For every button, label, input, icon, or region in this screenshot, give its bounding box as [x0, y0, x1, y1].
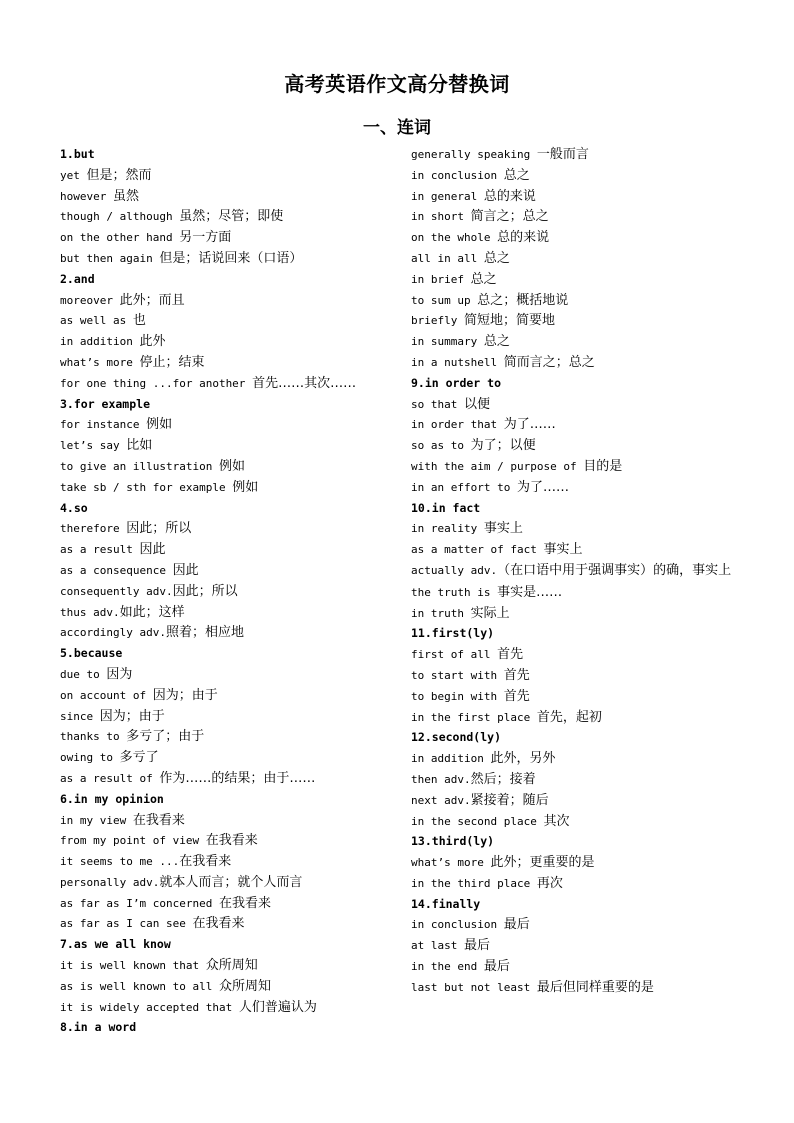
group-heading-text: 12.second(ly) [411, 730, 502, 745]
right-column [411, 144, 741, 998]
entry-chinese: 其次 [543, 813, 570, 829]
entry-chinese: 众所周知 [218, 978, 271, 994]
vocab-entry [60, 768, 400, 789]
group-heading-text: 1.but [60, 147, 95, 161]
entry-english: yet [60, 168, 87, 182]
entry-english: so as to [411, 439, 471, 453]
group-heading [60, 269, 400, 290]
entry-chinese: 也 [132, 313, 146, 329]
entry-chinese: 最后但同样重要的是 [536, 979, 654, 995]
group-heading [411, 894, 741, 915]
vocab-entry [411, 248, 741, 269]
entry-chinese: 例如 [232, 479, 259, 495]
entry-english: in the end [411, 960, 484, 974]
entry-english: last but not least [411, 980, 537, 994]
entry-english: for instance [60, 418, 147, 432]
vocab-entry [411, 769, 741, 790]
entry-chinese: 为了…… [503, 417, 556, 433]
vocab-entry [411, 603, 741, 624]
entry-chinese: 首先 [503, 688, 530, 704]
entry-english: what’s more [60, 355, 140, 369]
entry-chinese: 紧接着；随后 [470, 792, 549, 808]
entry-chinese: 就本人而言；就个人而言 [159, 874, 303, 890]
entry-english: on the whole [411, 231, 498, 245]
vocab-entry [60, 186, 400, 207]
vocab-entry [60, 477, 400, 498]
vocab-entry [60, 290, 400, 311]
entry-chinese: 因此 [172, 562, 199, 578]
entry-chinese: 再次 [536, 875, 563, 891]
vocab-entry [60, 227, 400, 248]
vocab-entry [60, 165, 400, 186]
vocab-entry [60, 726, 400, 747]
entry-english: in order that [411, 418, 504, 432]
document-title: 高考英语作文高分替换词 [284, 72, 510, 96]
entry-chinese: 为了…… [516, 479, 569, 495]
entry-english: on the other hand [60, 231, 180, 245]
entry-chinese: 总之 [503, 167, 530, 183]
vocab-entry [60, 602, 400, 623]
entry-chinese: 简而言之；总之 [503, 354, 595, 370]
entry-english: in a nutshell [411, 355, 504, 369]
group-heading-text: 13.third(ly) [411, 834, 495, 849]
entry-english: as a consequence [60, 563, 173, 577]
vocab-entry [411, 665, 741, 686]
entry-english: it is well known that [60, 959, 206, 973]
entry-chinese: 总的来说 [497, 230, 550, 246]
vocab-entry [60, 310, 400, 331]
vocab-entry [411, 310, 741, 331]
entry-chinese: 因此 [139, 542, 166, 558]
vocab-entry [60, 706, 400, 727]
group-heading-text: 4.so [60, 500, 88, 515]
vocab-entry [411, 456, 741, 477]
group-heading [60, 789, 400, 810]
entry-chinese: 因此；所以 [126, 521, 192, 537]
vocab-entry [411, 644, 741, 665]
section-title: 一、连词 [363, 118, 431, 138]
entry-chinese: 例如 [146, 417, 173, 433]
entry-english: as a result of [60, 771, 160, 785]
group-heading [60, 144, 400, 165]
entry-english: to begin with [411, 689, 504, 703]
vocab-entry [411, 811, 741, 832]
vocab-entry [60, 560, 400, 581]
vocab-entry [60, 414, 400, 435]
vocab-entry [411, 186, 741, 207]
vocab-entry [60, 810, 400, 831]
group-heading [411, 623, 741, 644]
entry-chinese: 总之 [483, 334, 510, 350]
entry-english: thanks to [60, 730, 127, 744]
entry-english: moreover [60, 293, 120, 307]
vocab-entry [60, 955, 400, 976]
entry-chinese: 比如 [126, 438, 153, 454]
vocab-entry [411, 686, 741, 707]
entry-chinese: 在我看来 [218, 895, 271, 911]
entry-english: in reality [411, 522, 484, 536]
entry-english: so that [411, 397, 464, 411]
entry-english: in conclusion [411, 918, 504, 932]
entry-chinese: 总之 [470, 271, 497, 287]
entry-chinese: 因为；由于 [99, 708, 165, 724]
entry-chinese: 事实是…… [497, 584, 563, 600]
entry-chinese: 此外；更重要的是 [490, 855, 595, 871]
entry-chinese: 因为 [106, 666, 133, 682]
vocab-entry [411, 352, 741, 373]
group-heading-text: 7.as we all know [60, 937, 171, 952]
group-heading [411, 373, 741, 394]
entry-english: all in all [411, 251, 484, 265]
entry-english: consequently adv. [60, 584, 173, 598]
entry-english: in short [411, 210, 471, 224]
entry-chinese: 首先 [497, 647, 524, 663]
vocab-entry [411, 227, 741, 248]
group-heading-text: 8.in a word [60, 1020, 137, 1035]
vocab-entry [60, 435, 400, 456]
vocab-entry [411, 582, 741, 603]
entry-chinese: （在口语中用于强调事实）的确，事实上 [497, 562, 732, 578]
group-heading [411, 727, 741, 748]
group-heading-text: 14.finally [411, 896, 481, 911]
entry-english: it seems to me ... [60, 855, 180, 869]
entry-english: then adv. [411, 772, 471, 786]
entry-chinese: 一般而言 [536, 147, 589, 162]
group-heading-text: 11.first(ly) [411, 626, 495, 641]
entry-chinese: 首先，起初 [536, 709, 602, 725]
vocab-entry [60, 747, 400, 768]
vocab-entry [411, 790, 741, 811]
group-heading-text: 2.and [60, 271, 95, 286]
vocab-entry [60, 352, 400, 373]
vocab-entry [60, 456, 400, 477]
group-heading [60, 498, 400, 519]
entry-chinese: 作为……的结果；由于…… [159, 770, 316, 786]
vocab-entry [411, 206, 741, 227]
entry-english: in truth [411, 606, 471, 620]
entry-english: as well as [60, 314, 133, 328]
entry-chinese: 在我看来 [205, 833, 258, 849]
vocab-entry [60, 685, 400, 706]
entry-english: as a matter of fact [411, 543, 544, 557]
entry-chinese: 但是；然而 [86, 167, 152, 183]
vocab-entry [411, 977, 741, 998]
entry-chinese: 虽然 [112, 188, 139, 204]
entry-chinese: 总之；概括地说 [477, 292, 569, 308]
entry-english: in addition [411, 752, 491, 766]
entry-english: in an effort to [411, 480, 517, 494]
vocab-entry [411, 539, 741, 560]
entry-chinese: 停止；结束 [139, 354, 205, 370]
entry-english: it is widely accepted that [60, 1000, 239, 1014]
entry-english: personally adv. [60, 875, 160, 889]
entry-chinese: 在我看来 [179, 854, 232, 870]
entry-chinese: 人们普遍认为 [238, 999, 317, 1015]
entry-english: for one thing ...for another [60, 376, 253, 390]
entry-chinese: 例如 [218, 458, 245, 474]
entry-english: in addition [60, 335, 140, 349]
entry-english: from my point of view [60, 834, 206, 848]
entry-english: what’s more [411, 856, 491, 870]
entry-chinese: 众所周知 [205, 958, 258, 974]
entry-chinese: 然后；接着 [470, 771, 536, 787]
entry-english: at last [411, 939, 464, 953]
vocab-entry [411, 414, 741, 435]
entry-chinese: 此外，另外 [490, 751, 556, 767]
entry-english: as far as I can see [60, 917, 193, 931]
vocab-entry [60, 581, 400, 602]
group-heading-text: 10.in fact [411, 500, 481, 515]
entry-chinese: 以便 [463, 396, 490, 412]
vocab-entry [411, 269, 741, 290]
entry-english: first of all [411, 648, 498, 662]
entry-chinese: 实际上 [470, 605, 510, 621]
entry-english: in conclusion [411, 168, 504, 182]
entry-chinese: 首先 [503, 667, 530, 683]
vocab-entry [411, 435, 741, 456]
entry-chinese: 最后 [483, 959, 510, 975]
entry-english: the truth is [411, 585, 498, 599]
entry-english: as is well known to all [60, 979, 219, 993]
entry-english: on account of [60, 688, 153, 702]
vocab-entry [60, 518, 400, 539]
group-heading [60, 1017, 400, 1038]
vocab-entry [411, 560, 741, 582]
entry-chinese: 多亏了；由于 [126, 729, 205, 745]
vocab-entry [60, 248, 400, 269]
vocab-entry [411, 290, 741, 311]
entry-chinese: 最后 [503, 917, 530, 933]
vocab-entry [411, 518, 741, 539]
entry-english: briefly [411, 314, 464, 328]
entry-english: to sum up [411, 293, 478, 307]
vocab-entry [60, 622, 400, 643]
vocab-entry [60, 539, 400, 560]
vocab-entry [60, 373, 400, 394]
group-heading-text: 9.in order to [411, 375, 502, 390]
vocab-entry [60, 893, 400, 914]
group-heading [60, 934, 400, 955]
entry-english: actually adv. [411, 563, 498, 577]
entry-english: let’s say [60, 439, 127, 453]
vocab-entry [411, 331, 741, 352]
entry-english: to give an illustration [60, 459, 219, 473]
entry-chinese: 多亏了 [119, 750, 159, 766]
entry-chinese: 简短地；简要地 [463, 313, 555, 329]
entry-chinese: 简言之；总之 [470, 209, 549, 225]
entry-english: as a result [60, 543, 140, 557]
vocab-entry [411, 914, 741, 935]
entry-english: with the aim / purpose of [411, 459, 584, 473]
entry-english: accordingly adv. [60, 626, 166, 640]
entry-chinese: 但是；话说回来（口语） [159, 250, 303, 266]
entry-chinese: 照着；相应地 [165, 625, 244, 641]
entry-english: due to [60, 667, 107, 681]
entry-chinese: 因此；所以 [172, 583, 238, 599]
entry-english: however [60, 189, 113, 203]
entry-chinese: 最后 [463, 938, 490, 954]
entry-chinese: 事实上 [543, 542, 583, 558]
entry-chinese: 目的是 [583, 458, 623, 474]
group-heading [411, 831, 741, 852]
entry-chinese: 首先……其次…… [252, 375, 357, 391]
entry-english: generally speaking [411, 148, 537, 161]
entry-english: owing to [60, 751, 120, 765]
vocab-entry [411, 935, 741, 956]
group-heading-text: 6.in my opinion [60, 791, 164, 806]
vocab-entry [411, 165, 741, 186]
entry-chinese: 总之 [483, 250, 510, 266]
group-heading-text: 3.for example [60, 396, 151, 411]
left-column [60, 144, 400, 1038]
entry-english: in general [411, 189, 484, 203]
vocab-entry [411, 144, 741, 165]
entry-english: since [60, 709, 100, 723]
vocab-entry [411, 852, 741, 873]
group-heading [411, 498, 741, 519]
entry-chinese: 为了；以便 [470, 438, 536, 454]
entry-chinese: 此外；而且 [119, 292, 185, 308]
entry-english: thus adv. [60, 605, 120, 619]
vocab-entry [60, 872, 400, 893]
entry-english: in the first place [411, 710, 537, 724]
vocab-entry [60, 997, 400, 1018]
vocab-entry [411, 748, 741, 769]
entry-english: as far as I’m concerned [60, 896, 219, 910]
entry-english: in brief [411, 272, 471, 286]
entry-chinese: 在我看来 [132, 812, 185, 828]
vocab-entry [411, 394, 741, 415]
entry-chinese: 如此；这样 [119, 604, 185, 620]
entry-english: in summary [411, 335, 484, 349]
vocab-entry [60, 331, 400, 352]
entry-english: take sb / sth for example [60, 480, 233, 494]
vocab-entry [411, 707, 741, 728]
entry-english: but then again [60, 251, 160, 265]
group-heading-text: 5.because [60, 646, 123, 661]
entry-english: in my view [60, 813, 133, 827]
entry-chinese: 在我看来 [192, 916, 245, 932]
group-heading [60, 394, 400, 415]
vocab-entry [60, 830, 400, 851]
entry-english: next adv. [411, 793, 471, 807]
vocab-entry [60, 664, 400, 685]
vocab-entry [411, 873, 741, 894]
vocab-entry [411, 477, 741, 498]
entry-chinese: 事实上 [483, 521, 523, 537]
vocab-entry [411, 956, 741, 977]
group-heading [60, 643, 400, 664]
entry-chinese: 虽然；尽管；即使 [179, 209, 284, 225]
entry-chinese: 总的来说 [483, 188, 536, 204]
entry-english: therefore [60, 522, 127, 536]
vocab-entry [60, 851, 400, 872]
entry-english: in the third place [411, 876, 537, 890]
entry-chinese: 此外 [139, 334, 166, 350]
vocab-entry [60, 976, 400, 997]
entry-chinese: 另一方面 [179, 230, 232, 246]
entry-chinese: 因为；由于 [152, 687, 218, 703]
vocab-entry [60, 913, 400, 934]
entry-english: to start with [411, 668, 504, 682]
vocab-entry [60, 206, 400, 227]
entry-english: in the second place [411, 814, 544, 828]
entry-english: though / although [60, 210, 180, 224]
